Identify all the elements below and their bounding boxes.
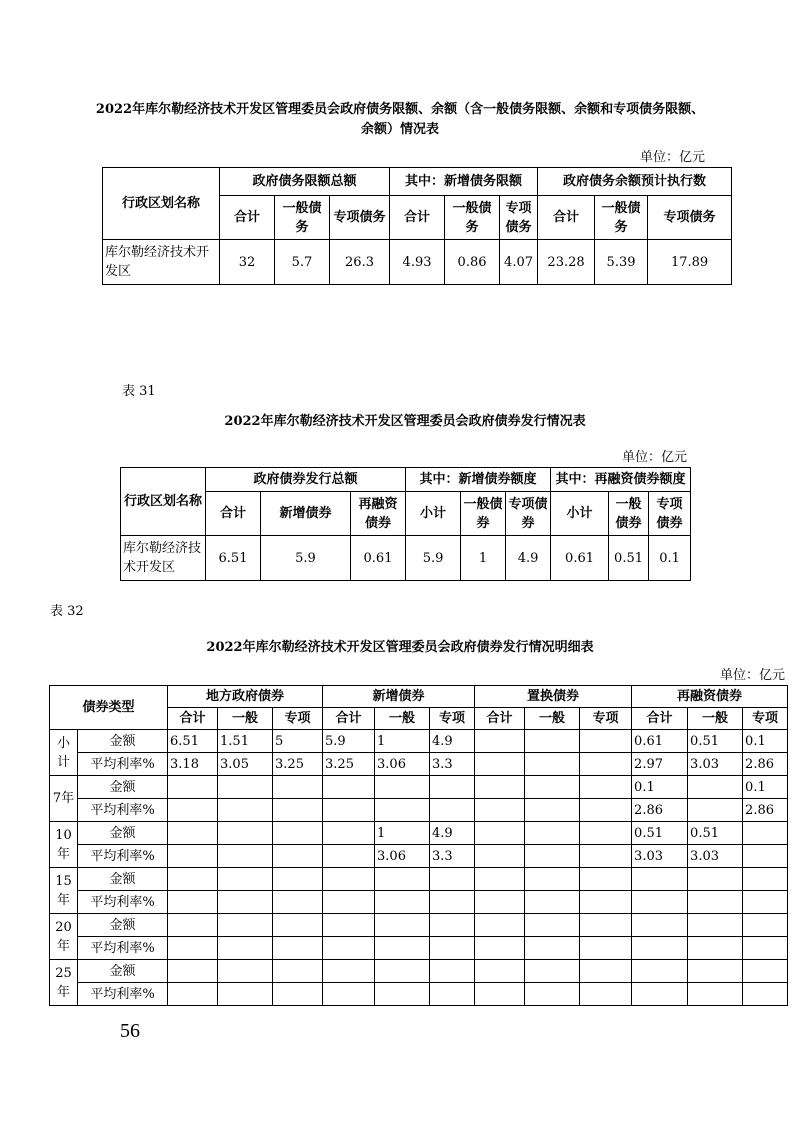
- t32-cell: [580, 891, 632, 914]
- t32-cell: [168, 891, 218, 914]
- t32-cell: 0.1: [743, 730, 788, 753]
- t32-cell: [688, 960, 743, 983]
- t32-cell: [323, 776, 375, 799]
- t32-row: [50, 937, 788, 960]
- t32-cell: [525, 937, 580, 960]
- t32-cell: [273, 845, 323, 868]
- t32-cell: [430, 868, 475, 891]
- t30-cell: 5.39: [595, 240, 648, 285]
- t32-metric-rate: 平均利率%: [78, 937, 168, 960]
- t32-cell: [688, 891, 743, 914]
- t31-header-special: 专项债券: [506, 492, 551, 536]
- t31-header-new-quota: 其中：新增债券额度: [406, 468, 551, 492]
- t32-row: [50, 845, 788, 868]
- t32-sub-total: 合计: [475, 708, 525, 730]
- t31-unit: 单位：亿元: [622, 450, 688, 465]
- t32-cell: [273, 983, 323, 1006]
- t30-title: [60, 100, 740, 140]
- t32-cell: [323, 845, 375, 868]
- t31-header-new: 新增债券: [261, 492, 351, 536]
- t32-label: 表 32: [50, 604, 84, 619]
- t31-cell: 6.51: [206, 536, 261, 581]
- t32-cell: [688, 937, 743, 960]
- t32-cell: [632, 960, 688, 983]
- t32-cell: 3.3: [430, 845, 475, 868]
- t31-row-region: 库尔勒经济技术开发区: [121, 536, 206, 581]
- t32-title: 2022年库尔勒经济技术开发区管理委员会政府债券发行情况明细表: [206, 640, 594, 655]
- t32-cell: [580, 776, 632, 799]
- t32-table: [49, 685, 788, 1006]
- t32-metric-amount: 金额: [78, 822, 168, 845]
- t32-cell: [475, 753, 525, 776]
- t32-term: 20年: [50, 914, 78, 960]
- t30-cell: 4.07: [500, 240, 538, 285]
- t30-cell: 0.86: [445, 240, 500, 285]
- t32-row: [50, 730, 788, 753]
- t31-header-general: 一般债券: [461, 492, 506, 536]
- t32-sub-general: 一般: [688, 708, 743, 730]
- t32-sub-general: 一般: [218, 708, 273, 730]
- t32-cell: [475, 845, 525, 868]
- t32-cell: [273, 822, 323, 845]
- t32-header-refi: 再融资债券: [632, 686, 788, 708]
- t32-cell: [273, 891, 323, 914]
- t32-sub-general: 一般: [525, 708, 580, 730]
- t32-cell: [525, 891, 580, 914]
- t31-header-special: 专项债券: [649, 492, 691, 536]
- t32-cell: [323, 822, 375, 845]
- t32-cell: [375, 960, 430, 983]
- t30-cell: 23.28: [538, 240, 595, 285]
- t31-cell: 1: [461, 536, 506, 581]
- t32-cell: [218, 822, 273, 845]
- t32-sub-special: 专项: [430, 708, 475, 730]
- t32-cell: [525, 914, 580, 937]
- t32-cell: [218, 960, 273, 983]
- t31-cell: 0.61: [351, 536, 406, 581]
- t32-cell: [430, 799, 475, 822]
- t32-row: [50, 960, 788, 983]
- t32-cell: [323, 960, 375, 983]
- t31-cell: 4.9: [506, 536, 551, 581]
- t32-term: 7年: [50, 776, 78, 822]
- t32-cell: [632, 891, 688, 914]
- t32-cell: [475, 937, 525, 960]
- t32-cell: 3.05: [218, 753, 273, 776]
- t30-header-special: 专项债务: [500, 196, 538, 240]
- t32-cell: [375, 914, 430, 937]
- t32-sub-total: 合计: [168, 708, 218, 730]
- t31-cell: 0.51: [609, 536, 649, 581]
- t30-cell: 17.89: [648, 240, 732, 285]
- t32-cell: [580, 730, 632, 753]
- t32-cell: [430, 914, 475, 937]
- t32-cell: [475, 891, 525, 914]
- t30-cell: 26.3: [330, 240, 390, 285]
- t32-cell: [168, 845, 218, 868]
- t32-cell: [273, 914, 323, 937]
- t30-header-new-limit: 其中：新增债务限额: [390, 168, 538, 196]
- t32-cell: 6.51: [168, 730, 218, 753]
- t30-title-line1: 2022年库尔勒经济技术开发区管理委员会政府债务限额、余额（含一般债务限额、余额和专项债务限额、: [95, 102, 705, 117]
- t32-cell: [168, 960, 218, 983]
- t32-cell: [525, 753, 580, 776]
- t32-cell: [580, 845, 632, 868]
- page-number: 56: [120, 1020, 140, 1042]
- t30-header-limit-total: 政府债务限额总额: [220, 168, 390, 196]
- t32-cell: [475, 983, 525, 1006]
- t32-cell: [743, 845, 788, 868]
- t32-row: [50, 822, 788, 845]
- t30-header-region: 行政区划名称: [103, 168, 220, 240]
- t31-label: 表 31: [122, 384, 156, 399]
- t32-cell: 3.03: [688, 845, 743, 868]
- t30-header-total: 合计: [220, 196, 275, 240]
- t32-cell: 1.51: [218, 730, 273, 753]
- t32-cell: [168, 983, 218, 1006]
- t30-cell: 32: [220, 240, 275, 285]
- t32-sub-total: 合计: [323, 708, 375, 730]
- t32-cell: [743, 914, 788, 937]
- t31-cell: 0.1: [649, 536, 691, 581]
- t32-header-type: 债券类型: [50, 686, 168, 730]
- t32-metric-rate: 平均利率%: [78, 845, 168, 868]
- t32-cell: 0.51: [688, 822, 743, 845]
- t32-cell: [218, 799, 273, 822]
- t32-cell: 2.97: [632, 753, 688, 776]
- t32-cell: 0.1: [743, 776, 788, 799]
- t31-header-total: 合计: [206, 492, 261, 536]
- t32-cell: 3.03: [688, 753, 743, 776]
- t32-metric-amount: 金额: [78, 914, 168, 937]
- t32-cell: [375, 799, 430, 822]
- t31-header-issue-total: 政府债券发行总额: [206, 468, 406, 492]
- t30-cell: 4.93: [390, 240, 445, 285]
- t32-cell: 2.86: [743, 799, 788, 822]
- t32-cell: 4.9: [430, 822, 475, 845]
- t31-cell: 5.9: [406, 536, 461, 581]
- t30-row-region: 库尔勒经济技术开发区: [103, 240, 220, 285]
- t32-cell: [525, 845, 580, 868]
- t32-row: [50, 868, 788, 891]
- t32-cell: [273, 868, 323, 891]
- t31-cell: 5.9: [261, 536, 351, 581]
- t32-cell: [632, 937, 688, 960]
- t32-cell: 3.25: [323, 753, 375, 776]
- t32-cell: 0.51: [688, 730, 743, 753]
- t32-cell: 3.03: [632, 845, 688, 868]
- t32-cell: [525, 799, 580, 822]
- t32-cell: [475, 868, 525, 891]
- t32-cell: [323, 937, 375, 960]
- t32-cell: [475, 960, 525, 983]
- t32-metric-amount: 金额: [78, 960, 168, 983]
- t32-cell: [375, 868, 430, 891]
- t32-metric-amount: 金额: [78, 730, 168, 753]
- t32-cell: 1: [375, 822, 430, 845]
- t32-sub-special: 专项: [273, 708, 323, 730]
- t30-header-special: 专项债务: [330, 196, 390, 240]
- t32-cell: 0.51: [632, 822, 688, 845]
- t32-cell: [430, 983, 475, 1006]
- t32-cell: [525, 822, 580, 845]
- t32-cell: [580, 983, 632, 1006]
- t32-cell: 3.18: [168, 753, 218, 776]
- t32-cell: [580, 799, 632, 822]
- t32-cell: [525, 776, 580, 799]
- t32-metric-rate: 平均利率%: [78, 983, 168, 1006]
- t32-cell: [218, 891, 273, 914]
- t32-cell: [323, 891, 375, 914]
- t32-cell: [168, 776, 218, 799]
- t32-cell: [743, 983, 788, 1006]
- t32-cell: [273, 799, 323, 822]
- t32-cell: [168, 914, 218, 937]
- t32-cell: [375, 937, 430, 960]
- t32-cell: [580, 937, 632, 960]
- t31-header-refi-quota: 其中：再融资债券额度: [551, 468, 691, 492]
- t32-sub-special: 专项: [743, 708, 788, 730]
- t32-sub-total: 合计: [632, 708, 688, 730]
- t32-cell: [375, 891, 430, 914]
- t32-cell: 3.06: [375, 845, 430, 868]
- t32-cell: [580, 960, 632, 983]
- t32-cell: 0.1: [632, 776, 688, 799]
- t32-cell: [218, 845, 273, 868]
- t32-cell: [632, 914, 688, 937]
- t32-metric-amount: 金额: [78, 868, 168, 891]
- t32-cell: [525, 983, 580, 1006]
- t32-cell: 2.86: [632, 799, 688, 822]
- t32-cell: 3.25: [273, 753, 323, 776]
- t32-cell: [323, 983, 375, 1006]
- t32-cell: 4.9: [430, 730, 475, 753]
- t32-cell: 1: [375, 730, 430, 753]
- t32-row: [50, 891, 788, 914]
- t32-cell: [688, 914, 743, 937]
- t32-cell: [688, 868, 743, 891]
- t30-unit: 单位：亿元: [640, 150, 706, 165]
- t32-header-replace: 置换债券: [475, 686, 632, 708]
- t30-header-general: 一般债务: [595, 196, 648, 240]
- t31-header-general: 一般债券: [609, 492, 649, 536]
- t32-cell: [525, 730, 580, 753]
- t30-header-general: 一般债务: [275, 196, 330, 240]
- t31-table: [120, 467, 691, 581]
- t32-cell: [525, 868, 580, 891]
- t32-cell: [218, 776, 273, 799]
- t32-header-new: 新增债券: [323, 686, 475, 708]
- t32-cell: [375, 776, 430, 799]
- t32-cell: [688, 776, 743, 799]
- t32-term: 小计: [50, 730, 78, 776]
- t32-cell: [475, 730, 525, 753]
- t32-cell: [580, 914, 632, 937]
- t31-header-region: 行政区划名称: [121, 468, 206, 536]
- t32-cell: [632, 868, 688, 891]
- t32-body: [50, 730, 788, 1006]
- t32-row: [50, 983, 788, 1006]
- t32-row: [50, 799, 788, 822]
- t32-cell: [743, 822, 788, 845]
- t32-cell: [273, 937, 323, 960]
- t31-title: 2022年库尔勒经济技术开发区管理委员会政府债券发行情况表: [224, 414, 586, 429]
- t32-cell: [743, 937, 788, 960]
- t32-cell: [218, 983, 273, 1006]
- t32-cell: [168, 799, 218, 822]
- t32-metric-amount: 金额: [78, 776, 168, 799]
- t30-header-balance: 政府债务余额预计执行数: [538, 168, 732, 196]
- t32-cell: 0.61: [632, 730, 688, 753]
- t31-header-subtotal: 小计: [551, 492, 609, 536]
- t32-cell: [375, 983, 430, 1006]
- t32-cell: [632, 983, 688, 1006]
- t32-cell: [475, 799, 525, 822]
- t32-cell: [430, 891, 475, 914]
- t32-cell: [475, 776, 525, 799]
- t32-row: [50, 914, 788, 937]
- t32-cell: [743, 868, 788, 891]
- t32-cell: [475, 914, 525, 937]
- t32-cell: [218, 937, 273, 960]
- t32-cell: [580, 753, 632, 776]
- t32-cell: [475, 822, 525, 845]
- t32-cell: [430, 960, 475, 983]
- t32-cell: [743, 891, 788, 914]
- t32-cell: [580, 822, 632, 845]
- t32-header-local: 地方政府债券: [168, 686, 323, 708]
- t31-header-subtotal: 小计: [406, 492, 461, 536]
- t30-title-line2: 余额）情况表: [360, 122, 439, 137]
- t32-cell: 3.06: [375, 753, 430, 776]
- t30-cell: 5.7: [275, 240, 330, 285]
- t32-cell: [525, 960, 580, 983]
- t32-sub-special: 专项: [580, 708, 632, 730]
- t32-metric-rate: 平均利率%: [78, 753, 168, 776]
- t32-cell: [168, 868, 218, 891]
- t32-metric-rate: 平均利率%: [78, 799, 168, 822]
- t32-cell: [168, 822, 218, 845]
- t32-term: 25年: [50, 960, 78, 1006]
- t32-row: [50, 753, 788, 776]
- t32-cell: [168, 937, 218, 960]
- t32-metric-rate: 平均利率%: [78, 891, 168, 914]
- t32-sub-general: 一般: [375, 708, 430, 730]
- t30-header-general: 一般债务: [445, 196, 500, 240]
- t32-cell: 5.9: [323, 730, 375, 753]
- t32-cell: 5: [273, 730, 323, 753]
- t32-cell: 3.3: [430, 753, 475, 776]
- t32-term: 15年: [50, 868, 78, 914]
- t32-cell: [323, 799, 375, 822]
- t32-cell: [688, 983, 743, 1006]
- t32-cell: [218, 868, 273, 891]
- t32-unit: 单位：亿元: [720, 668, 786, 683]
- t32-term: 10年: [50, 822, 78, 868]
- t32-row: [50, 776, 788, 799]
- t32-cell: [323, 914, 375, 937]
- t32-cell: [430, 937, 475, 960]
- t32-cell: [580, 868, 632, 891]
- t32-cell: [273, 776, 323, 799]
- t31-header-refi: 再融资债券: [351, 492, 406, 536]
- t30-header-total: 合计: [390, 196, 445, 240]
- t32-cell: [430, 776, 475, 799]
- t31-cell: 0.61: [551, 536, 609, 581]
- t32-cell: [688, 799, 743, 822]
- t32-cell: [218, 914, 273, 937]
- t30-header-total: 合计: [538, 196, 595, 240]
- t32-cell: 2.86: [743, 753, 788, 776]
- t32-cell: [743, 960, 788, 983]
- t30-header-special: 专项债务: [648, 196, 732, 240]
- t32-cell: [273, 960, 323, 983]
- t30-table: [102, 167, 732, 285]
- t32-cell: [323, 868, 375, 891]
